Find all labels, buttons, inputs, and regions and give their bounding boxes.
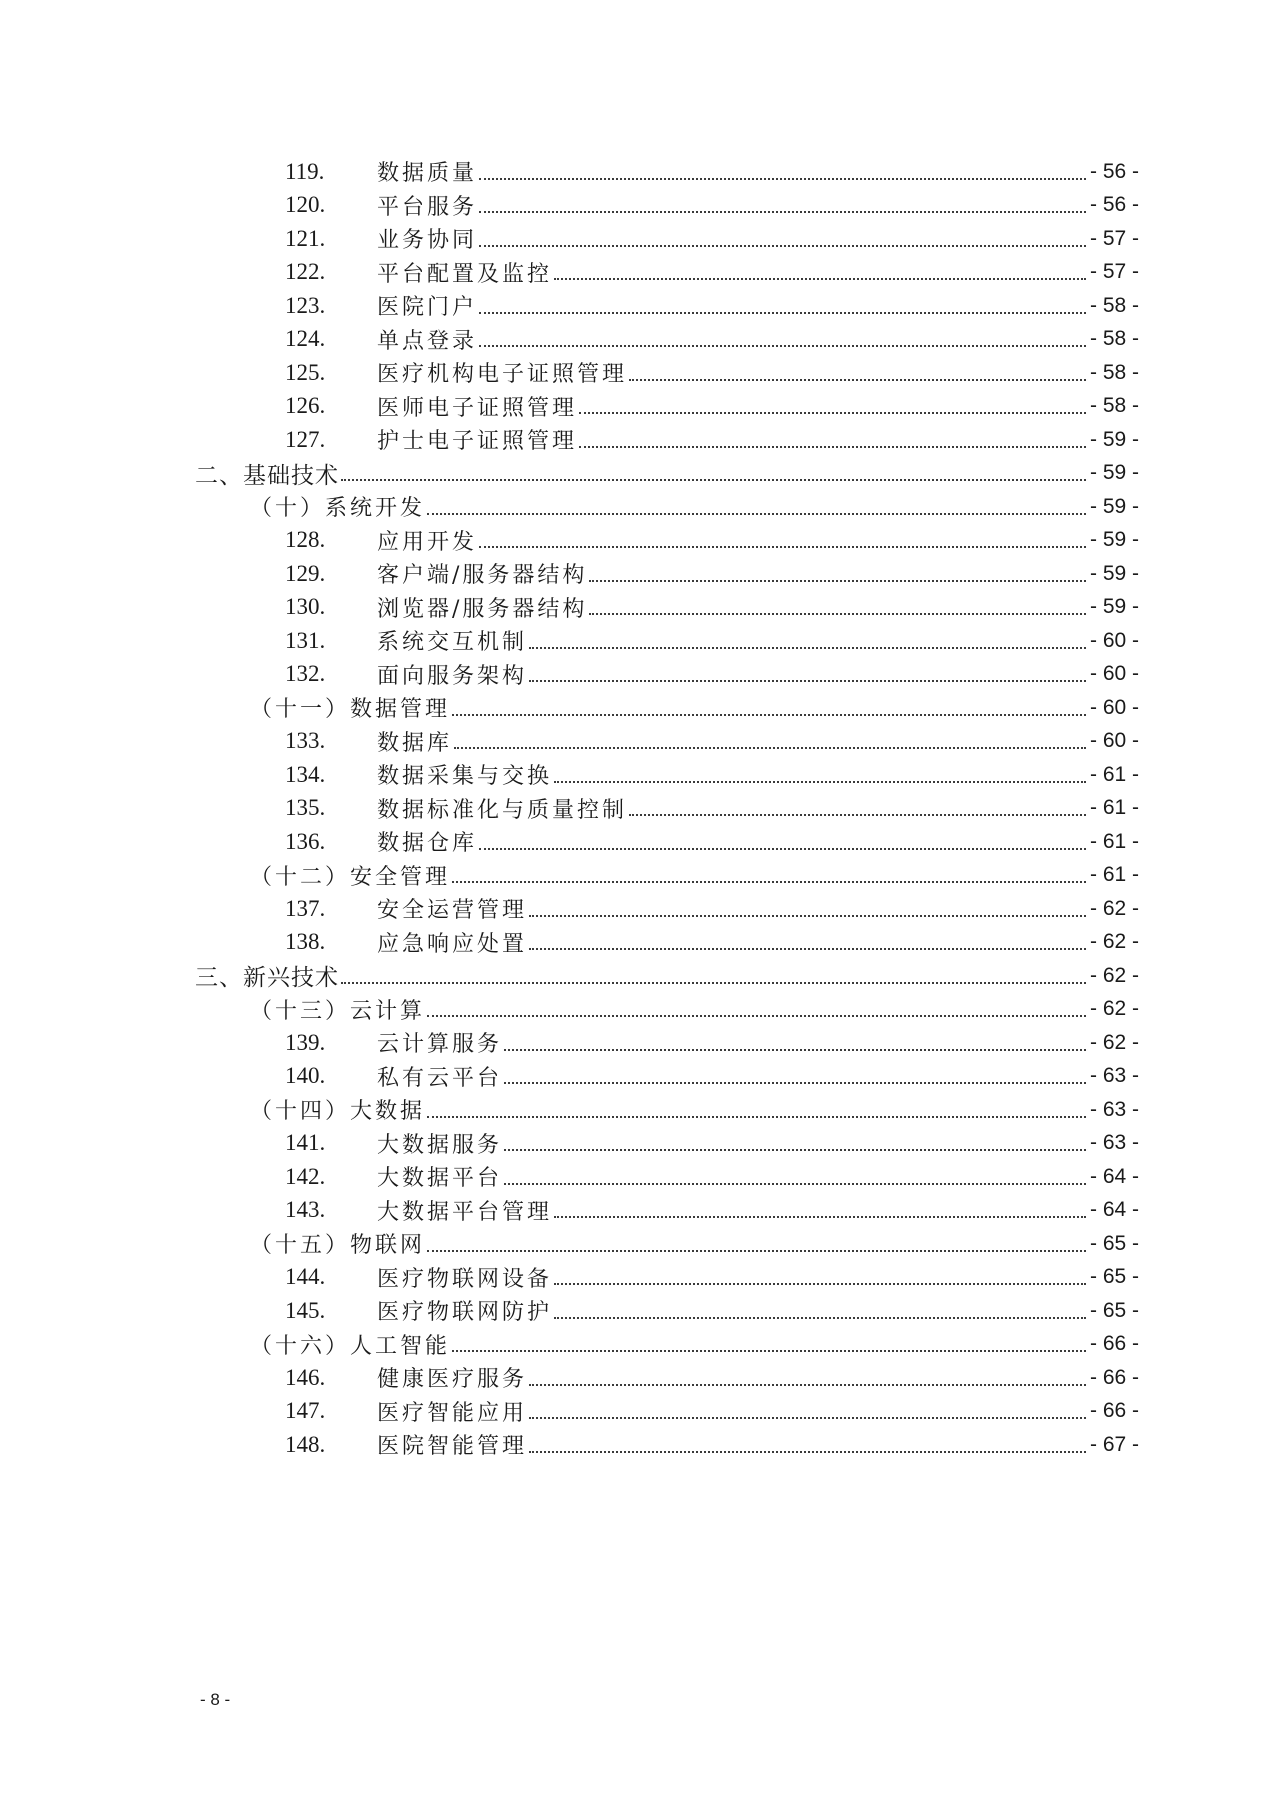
toc-entry-page: - 61 -: [1090, 863, 1140, 887]
toc-entry-page: - 62 -: [1090, 963, 1140, 987]
toc-entry[interactable]: [0, 926, 1280, 960]
toc-entry-number: 139.: [285, 1029, 326, 1055]
dot-leader: [529, 1451, 1086, 1453]
toc-entry-page: - 58 -: [1090, 394, 1140, 418]
toc-subsection-heading[interactable]: [0, 859, 1280, 893]
toc-entry-title: 应用开发: [377, 529, 478, 555]
toc-entry-title: （十三）云计算: [250, 998, 426, 1024]
dot-leader: [529, 1417, 1086, 1419]
toc-entry[interactable]: [0, 825, 1280, 859]
toc-entry-page: - 58 -: [1090, 327, 1140, 351]
toc-entry-page: - 64 -: [1090, 1198, 1140, 1222]
toc-entry[interactable]: [0, 792, 1280, 826]
toc-entry-number: 133.: [285, 728, 326, 754]
toc-entry-page: - 59 -: [1090, 528, 1140, 552]
toc-entry[interactable]: [0, 1428, 1280, 1462]
toc-entry-page: - 66 -: [1090, 1365, 1140, 1389]
toc-entry[interactable]: [0, 658, 1280, 692]
toc-entry[interactable]: [0, 524, 1280, 558]
table-of-contents: [0, 155, 1280, 1462]
toc-entry-number: 138.: [285, 929, 326, 955]
dot-leader: [554, 1283, 1086, 1285]
dot-leader: [341, 479, 1086, 481]
toc-entry-number: 134.: [285, 761, 326, 787]
toc-entry-title: 二、基础技术: [195, 462, 339, 489]
dot-leader: [554, 278, 1086, 280]
toc-entry-page: - 66 -: [1090, 1332, 1140, 1356]
toc-entry[interactable]: [0, 1127, 1280, 1161]
toc-entry-number: 140.: [285, 1063, 326, 1089]
dot-leader: [579, 412, 1086, 414]
toc-subsection-heading[interactable]: [0, 1093, 1280, 1127]
toc-section-heading[interactable]: [0, 457, 1280, 491]
toc-entry-number: 119.: [285, 158, 325, 184]
toc-entry-title: 医院门户: [377, 295, 478, 321]
toc-entry-number: 144.: [285, 1264, 326, 1290]
dot-leader: [554, 1317, 1086, 1319]
toc-entry-page: - 63 -: [1090, 1064, 1140, 1088]
toc-entry-number: 147.: [285, 1398, 326, 1424]
toc-entry[interactable]: [0, 256, 1280, 290]
toc-entry-number: 131.: [285, 627, 326, 653]
dot-leader: [529, 680, 1086, 682]
dot-leader: [427, 513, 1086, 515]
toc-entry[interactable]: [0, 356, 1280, 390]
toc-entry-number: 137.: [285, 895, 326, 921]
dot-leader: [629, 814, 1086, 816]
dot-leader: [504, 1183, 1086, 1185]
toc-entry-page: - 60 -: [1090, 628, 1140, 652]
toc-entry-number: 148.: [285, 1431, 326, 1457]
toc-entry-number: 146.: [285, 1364, 326, 1390]
toc-entry-title: 医疗物联网防护: [377, 1300, 553, 1326]
toc-entry[interactable]: [0, 1026, 1280, 1060]
toc-entry-title: 客户端/服务器结构: [377, 563, 588, 589]
toc-entry-number: 142.: [285, 1163, 326, 1189]
dot-leader: [454, 747, 1086, 749]
toc-entry-number: 128.: [285, 527, 326, 553]
toc-entry-title: 健康医疗服务: [377, 1367, 528, 1393]
toc-entry-number: 127.: [285, 426, 326, 452]
page-number: - 8 -: [200, 1690, 231, 1709]
toc-entry-page: - 61 -: [1090, 829, 1140, 853]
dot-leader: [529, 1384, 1086, 1386]
toc-entry-title: 医师电子证照管理: [377, 395, 578, 421]
toc-entry[interactable]: [0, 591, 1280, 625]
dot-leader: [589, 613, 1086, 615]
toc-entry[interactable]: [0, 155, 1280, 189]
toc-entry-number: 145.: [285, 1297, 326, 1323]
dot-leader: [529, 948, 1086, 950]
dot-leader: [427, 1116, 1086, 1118]
toc-entry-page: - 63 -: [1090, 1097, 1140, 1121]
toc-section-heading[interactable]: [0, 959, 1280, 993]
toc-entry-page: - 62 -: [1090, 896, 1140, 920]
toc-entry-title: （十一）数据管理: [250, 697, 451, 723]
toc-entry-page: - 59 -: [1090, 427, 1140, 451]
toc-entry-title: 数据仓库: [377, 831, 478, 857]
toc-entry-title: （十六）人工智能: [250, 1333, 451, 1359]
toc-entry-title: 平台配置及监控: [377, 261, 553, 287]
toc-entry-page: - 66 -: [1090, 1399, 1140, 1423]
dot-leader: [341, 982, 1086, 984]
toc-subsection-heading[interactable]: [0, 1328, 1280, 1362]
toc-entry[interactable]: [0, 1395, 1280, 1429]
toc-entry-title: 私有云平台: [377, 1065, 503, 1091]
toc-entry-title: 数据采集与交换: [377, 764, 553, 790]
dot-leader: [629, 379, 1086, 381]
toc-entry-number: 141.: [285, 1130, 326, 1156]
toc-entry-title: 浏览器/服务器结构: [377, 596, 588, 622]
toc-entry[interactable]: [0, 289, 1280, 323]
toc-entry-page: - 60 -: [1090, 662, 1140, 686]
dot-leader: [479, 848, 1086, 850]
toc-entry-title: （十五）物联网: [250, 1233, 426, 1259]
toc-entry[interactable]: [0, 1160, 1280, 1194]
toc-entry-number: 132.: [285, 661, 326, 687]
toc-entry-page: - 58 -: [1090, 293, 1140, 317]
dot-leader: [452, 881, 1086, 883]
dot-leader: [479, 245, 1086, 247]
dot-leader: [589, 580, 1086, 582]
toc-entry-title: 安全运营管理: [377, 898, 528, 924]
toc-entry[interactable]: [0, 1361, 1280, 1395]
dot-leader: [479, 345, 1086, 347]
toc-entry-page: - 65 -: [1090, 1298, 1140, 1322]
toc-entry[interactable]: [0, 323, 1280, 357]
toc-entry-page: - 64 -: [1090, 1164, 1140, 1188]
toc-entry-page: - 56 -: [1090, 193, 1140, 217]
toc-entry-page: - 61 -: [1090, 796, 1140, 820]
toc-entry-title: 数据库: [377, 730, 453, 756]
toc-entry-page: - 57 -: [1090, 226, 1140, 250]
toc-entry-number: 125.: [285, 359, 326, 385]
toc-entry-page: - 60 -: [1090, 729, 1140, 753]
toc-entry-page: - 62 -: [1090, 997, 1140, 1021]
toc-entry[interactable]: [0, 1261, 1280, 1295]
toc-entry-title: （十四）大数据: [250, 1099, 426, 1125]
toc-entry-title: 大数据平台: [377, 1166, 503, 1192]
dot-leader: [554, 1216, 1086, 1218]
toc-entry[interactable]: [0, 892, 1280, 926]
toc-entry[interactable]: [0, 1194, 1280, 1228]
toc-entry-page: - 57 -: [1090, 260, 1140, 284]
toc-entry-title: 医疗机构电子证照管理: [377, 362, 628, 388]
dot-leader: [529, 915, 1086, 917]
toc-entry-title: 医疗物联网设备: [377, 1266, 553, 1292]
toc-entry-page: - 59 -: [1090, 561, 1140, 585]
dot-leader: [427, 1015, 1086, 1017]
dot-leader: [504, 1082, 1086, 1084]
toc-entry[interactable]: [0, 423, 1280, 457]
toc-entry-number: 129.: [285, 560, 326, 586]
dot-leader: [452, 1350, 1086, 1352]
toc-entry-title: 单点登录: [377, 328, 478, 354]
toc-entry-title: 医院智能管理: [377, 1434, 528, 1460]
toc-entry[interactable]: [0, 758, 1280, 792]
toc-entry-number: 143.: [285, 1197, 326, 1223]
toc-entry-title: 三、新兴技术: [195, 965, 339, 992]
toc-entry-page: - 59 -: [1090, 494, 1140, 518]
toc-entry-title: 云计算服务: [377, 1032, 503, 1058]
dot-leader: [504, 1149, 1086, 1151]
toc-entry-page: - 65 -: [1090, 1265, 1140, 1289]
dot-leader: [504, 1049, 1086, 1051]
dot-leader: [529, 647, 1086, 649]
toc-entry-page: - 67 -: [1090, 1432, 1140, 1456]
toc-entry-page: - 62 -: [1090, 1030, 1140, 1054]
toc-subsection-heading[interactable]: [0, 1227, 1280, 1261]
toc-entry-number: 136.: [285, 828, 326, 854]
toc-entry-page: - 59 -: [1090, 461, 1140, 485]
toc-entry-number: 130.: [285, 594, 326, 620]
toc-entry-title: 业务协同: [377, 228, 478, 254]
dot-leader: [479, 312, 1086, 314]
dot-leader: [427, 1250, 1086, 1252]
toc-entry[interactable]: [0, 1060, 1280, 1094]
toc-entry-title: 应急响应处置: [377, 931, 528, 957]
toc-subsection-heading[interactable]: [0, 490, 1280, 524]
toc-entry-page: - 56 -: [1090, 159, 1140, 183]
toc-entry-number: 122.: [285, 259, 326, 285]
dot-leader: [479, 211, 1086, 213]
toc-entry-title: 平台服务: [377, 194, 478, 220]
dot-leader: [479, 178, 1086, 180]
dot-leader: [579, 446, 1086, 448]
toc-entry-title: 面向服务架构: [377, 663, 528, 689]
toc-entry-number: 126.: [285, 393, 326, 419]
dot-leader: [479, 546, 1086, 548]
toc-entry[interactable]: [0, 189, 1280, 223]
toc-entry-page: - 65 -: [1090, 1231, 1140, 1255]
toc-entry-page: - 59 -: [1090, 595, 1140, 619]
toc-entry-number: 124.: [285, 326, 326, 352]
toc-entry-number: 135.: [285, 795, 326, 821]
toc-entry-page: - 60 -: [1090, 695, 1140, 719]
toc-entry-page: - 62 -: [1090, 930, 1140, 954]
dot-leader: [554, 781, 1086, 783]
toc-entry[interactable]: [0, 624, 1280, 658]
dot-leader: [452, 714, 1086, 716]
toc-entry[interactable]: [0, 725, 1280, 759]
toc-entry-number: 123.: [285, 292, 326, 318]
toc-entry-title: （十）系统开发: [250, 496, 426, 522]
toc-entry-title: 数据质量: [377, 161, 478, 187]
toc-subsection-heading[interactable]: [0, 993, 1280, 1027]
toc-entry[interactable]: [0, 390, 1280, 424]
toc-entry[interactable]: [0, 557, 1280, 591]
toc-entry-title: 数据标准化与质量控制: [377, 797, 628, 823]
toc-entry-title: （十二）安全管理: [250, 864, 451, 890]
toc-subsection-heading[interactable]: [0, 691, 1280, 725]
toc-entry[interactable]: [0, 1294, 1280, 1328]
toc-entry-title: 大数据平台管理: [377, 1199, 553, 1225]
toc-entry-title: 系统交互机制: [377, 630, 528, 656]
toc-entry-page: - 63 -: [1090, 1131, 1140, 1155]
toc-entry-page: - 61 -: [1090, 762, 1140, 786]
toc-entry-title: 大数据服务: [377, 1132, 503, 1158]
toc-entry-number: 121.: [285, 225, 326, 251]
toc-entry-title: 医疗智能应用: [377, 1400, 528, 1426]
toc-entry-page: - 58 -: [1090, 360, 1140, 384]
toc-entry-title: 护士电子证照管理: [377, 429, 578, 455]
toc-entry-number: 120.: [285, 192, 326, 218]
toc-entry[interactable]: [0, 222, 1280, 256]
